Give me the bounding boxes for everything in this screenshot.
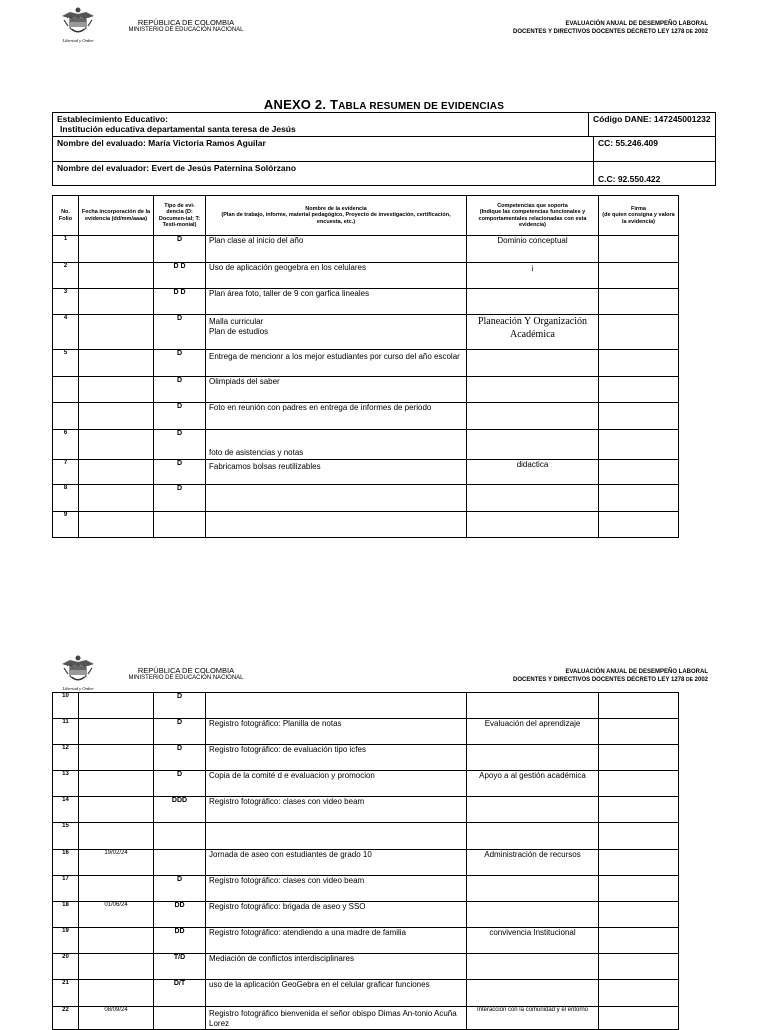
fecha-cell [79,485,154,512]
tipo-cell: DD [154,928,206,954]
competencias-cell: Dominio conceptual [467,236,599,263]
table-row [53,954,679,980]
fecha-cell [79,350,154,377]
firma-cell [599,1007,679,1030]
competencias-cell: Planeación Y Organización Académica [467,315,599,350]
ministry-label: MINISTERIO DE EDUCACIÓN NACIONAL [128,675,244,681]
table-row [53,745,679,771]
nombre-cell: Registro fotográfico: atendiendo a una madre de familia [206,928,467,954]
firma-cell [599,823,679,850]
page-header [0,0,768,44]
tipo-cell [154,512,206,538]
firma-cell [599,460,679,485]
firma-cell [599,377,679,403]
nombre-cell: Registro fotográfico: clases con video beam [206,876,467,902]
nombre-cell: Registro fotográfico: clases con video beam [206,797,467,823]
fecha-cell [79,693,154,719]
tipo-cell [154,1007,206,1030]
evaluation-line-1: EVALUACIÓN ANUAL DE DESEMPEÑO LABORAL [565,21,708,27]
table-row [53,403,679,430]
tipo-cell: D [154,430,206,460]
folio-cell: 17 [53,876,79,902]
table-row [53,797,679,823]
fecha-cell [79,797,154,823]
folio-cell: 1 [53,236,79,263]
firma-cell [599,693,679,719]
competencias-cell: convivencia Institucional [467,928,599,954]
table-row [53,350,679,377]
tipo-cell: D D [154,289,206,315]
folio-cell: 8 [53,485,79,512]
competencias-cell [467,745,599,771]
document-title: ANEXO 2. TABLA RESUMEN DE EVIDENCIAS [263,97,505,112]
fecha-cell [79,719,154,745]
fecha-cell [79,512,154,538]
tipo-cell: D [154,745,206,771]
evaluation-heading [513,20,708,36]
folio-cell: 11 [53,719,79,745]
tipo-cell: D [154,350,206,377]
table-row [53,823,679,850]
firma-cell [599,797,679,823]
firma-cell [599,850,679,876]
fecha-cell: 01/06/24 [79,902,154,928]
table-row [53,377,679,403]
tipo-cell: D D [154,263,206,289]
competencias-cell: ¡ [467,263,599,289]
firma-cell [599,512,679,538]
nombre-cell [206,823,467,850]
tipo-cell: D [154,771,206,797]
nombre-cell: Malla curricular Plan de estudios [206,315,467,350]
tipo-cell: D [154,876,206,902]
competencias-cell [467,980,599,1007]
competencias-cell [467,902,599,928]
nombre-cell: Jornada de aseo con estudiantes de grado 10 [206,850,467,876]
folio-cell [53,377,79,403]
firma-cell [599,236,679,263]
fecha-cell [79,315,154,350]
evaluation-line-2: DOCENTES Y DIRECTIVOS DOCENTES DECRETO LEY 1278 DE 2002 [513,29,708,35]
table-row [53,263,679,289]
tipo-cell: T/D [154,954,206,980]
seal-motto: Libertad y Orden [62,38,94,43]
firma-cell [599,745,679,771]
table-row [53,876,679,902]
col-header-competencias: Competencias que soporta (Indique las competencias funcionales y comportamentales relacionadas con esta evidencia) [467,196,599,236]
competencias-cell: Administración de recursos [467,850,599,876]
firma-cell [599,350,679,377]
folio-cell: 10 [53,693,79,719]
tipo-cell [154,850,206,876]
competencias-cell [467,485,599,512]
nombre-cell [206,693,467,719]
fecha-cell [79,980,154,1007]
competencias-cell [467,512,599,538]
firma-cell [599,954,679,980]
table-header-row [53,196,679,236]
fecha-cell [79,823,154,850]
ministry-heading [118,667,254,682]
competencias-cell: Apoyo a al gestión académica [467,771,599,797]
fecha-cell: 19/02/24 [79,850,154,876]
table-row [53,485,679,512]
nombre-cell: Foto en reunión con padres en entrega de informes de periodo [206,403,467,430]
folio-cell: 16 [53,850,79,876]
table-row [53,850,679,876]
nombre-cell: Olimpiads del saber [206,377,467,403]
tipo-cell: DD [154,902,206,928]
col-header-no: No. Folio [53,196,79,236]
nombre-cell [206,485,467,512]
table-row [53,693,679,719]
fecha-cell [79,236,154,263]
folio-cell: 18 [53,902,79,928]
nombre-cell: uso de la aplicación GeoGebra en el celular graficar funciones [206,980,467,1007]
folio-cell [53,403,79,430]
competencias-cell: Evaluación del aprendizaje [467,719,599,745]
table-row [53,512,679,538]
competencias-cell [467,876,599,902]
table-row [53,460,679,485]
firma-cell [599,403,679,430]
firma-cell [599,289,679,315]
nombre-cell: Fabricamos bolsas reutilizables [206,460,467,485]
tipo-cell: D [154,485,206,512]
competencias-cell [467,403,599,430]
folio-cell: 5 [53,350,79,377]
competencias-cell [467,954,599,980]
table-row [53,980,679,1007]
table-row [53,902,679,928]
table-row [53,771,679,797]
nombre-cell: Plan área foto, taller de 9 con garfica lineales [206,289,467,315]
dane-cell: Código DANE: 147245001232 [589,113,716,137]
competencias-cell [467,430,599,460]
folio-cell: 15 [53,823,79,850]
tipo-cell: D [154,236,206,263]
col-header-firma: Firma (de quien consigna y valora la evidencia) [599,196,679,236]
firma-cell [599,771,679,797]
fecha-cell [79,771,154,797]
table-row [53,1007,679,1030]
col-header-tipo: Tipo de evi-dencia (D: Documen-tal; T: Testi-monial) [154,196,206,236]
firma-cell [599,980,679,1007]
firma-cell [599,876,679,902]
firma-cell [599,719,679,745]
nombre-cell: Registro fotográfico: Planilla de notas [206,719,467,745]
fecha-cell [79,745,154,771]
tipo-cell: D [154,403,206,430]
nombre-cell: Registro fotográfico bienvenida el señor obispo Dimas An-tonio Acuña Lorez [206,1007,467,1030]
competencias-cell [467,350,599,377]
fecha-cell [79,954,154,980]
table-row [53,719,679,745]
cc-evaluador-cell: C.C: 92.550.422 [594,162,716,186]
evaluation-heading [513,668,708,684]
evaluation-line-1: EVALUACIÓN ANUAL DE DESEMPEÑO LABORAL [565,669,708,675]
republic-label: REPÚBLICA DE COLOMBIA [137,666,235,675]
firma-cell [599,430,679,460]
tipo-cell: D [154,460,206,485]
evaluado-cell: Nombre del evaluado: María Victoria Ramos Aguilar [53,137,594,162]
col-header-fecha: Fecha incorporación de la evidencia (dd/mm/aaaa) [79,196,154,236]
fecha-cell [79,377,154,403]
competencias-cell [467,289,599,315]
col-header-nombre: Nombre de la evidencia (Plan de trabajo, informe, material pedagógico, Proyecto de investigación, certificación, encuesta, etc.) [206,196,467,236]
fecha-cell: 08/09/24 [79,1007,154,1030]
nombre-cell: Entrega de mencionr a los mejor estudiantes por curso del año escolar [206,350,467,377]
coat-of-arms-logo [60,6,96,46]
folio-cell: 2 [53,263,79,289]
table-row [53,315,679,350]
folio-cell: 14 [53,797,79,823]
nombre-cell: Registro fotográfico: de evaluación tipo icfes [206,745,467,771]
folio-cell: 3 [53,289,79,315]
tipo-cell: D [154,719,206,745]
tipo-cell: D [154,377,206,403]
republic-label: REPÚBLICA DE COLOMBIA [137,18,235,27]
folio-cell: 6 [53,430,79,460]
nombre-cell: Copia de la comité d e evaluacion y promocion [206,771,467,797]
nombre-cell: foto de asistencias y notas [206,430,467,460]
coat-of-arms-logo [60,654,96,694]
folio-cell: 12 [53,745,79,771]
ministry-heading [118,19,254,34]
folio-cell: 22 [53,1007,79,1030]
competencias-cell [467,693,599,719]
firma-cell [599,315,679,350]
fecha-cell [79,263,154,289]
folio-cell: 4 [53,315,79,350]
competencias-cell: didactica [467,460,599,485]
tipo-cell: DDD [154,797,206,823]
table-row [53,289,679,315]
nombre-cell: Plan clase al inicio del año [206,236,467,263]
competencias-cell [467,377,599,403]
competencias-cell [467,823,599,850]
evaluation-line-2: DOCENTES Y DIRECTIVOS DOCENTES DECRETO LEY 1278 DE 2002 [513,677,708,683]
fecha-cell [79,876,154,902]
evaluador-cell: Nombre del evaluador: Evert de Jesús Paternina Solórzano [53,162,594,186]
firma-cell [599,902,679,928]
tipo-cell [154,823,206,850]
cc-evaluado-cell: CC: 55.246.409 [594,137,716,162]
info-table [52,112,716,186]
nombre-cell: Registro fotográfico: brigada de aseo y SSO [206,902,467,928]
folio-cell: 20 [53,954,79,980]
competencias-cell: Interacción con la comunidad y el entorno [467,1007,599,1030]
folio-cell: 7 [53,460,79,485]
tipo-cell: D/T [154,980,206,1007]
fecha-cell [79,460,154,485]
establecimiento-cell: Establecimiento Educativo: Institución educativa departamental santa teresa de Jesús [53,113,589,137]
fecha-cell [79,289,154,315]
evidence-table-2 [52,692,679,1030]
table-row [53,928,679,954]
fecha-cell [79,403,154,430]
firma-cell [599,485,679,512]
nombre-cell [206,512,467,538]
nombre-cell: Uso de aplicación geogebra en los celulares [206,263,467,289]
folio-cell: 19 [53,928,79,954]
ministry-label: MINISTERIO DE EDUCACIÓN NACIONAL [128,27,244,33]
folio-cell: 21 [53,980,79,1007]
fecha-cell [79,430,154,460]
table-row [53,430,679,460]
table-row [53,236,679,263]
firma-cell [599,263,679,289]
tipo-cell: D [154,315,206,350]
folio-cell: 9 [53,512,79,538]
evidence-table-1 [52,195,679,538]
tipo-cell: D [154,693,206,719]
competencias-cell [467,797,599,823]
nombre-cell: Mediación de conflictos interdisciplinares [206,954,467,980]
fecha-cell [79,928,154,954]
seal-motto: Libertad y Orden [62,686,94,691]
firma-cell [599,928,679,954]
page-header [0,648,768,692]
folio-cell: 13 [53,771,79,797]
